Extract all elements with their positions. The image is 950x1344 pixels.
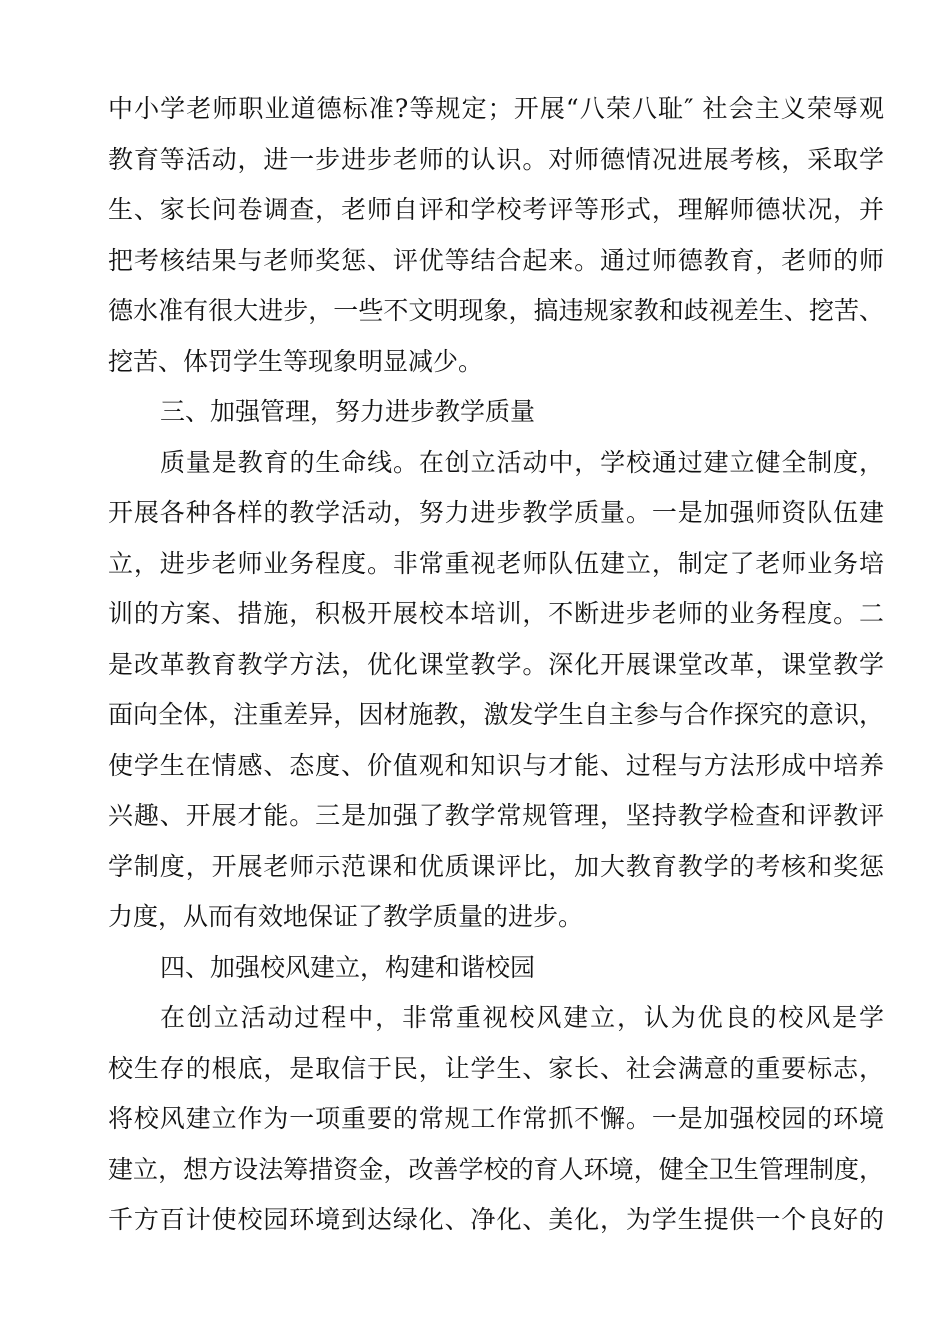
text-line: 德水准有很大进步，一些不文明现象，搞违规家教和歧视差生、挖苦、 [108, 296, 884, 325]
text-line: 四、加强校风建立，构建和谐校园 [160, 952, 536, 982]
text-line: 开展各种各样的教学活动，努力进步教学质量。一是加强师资队伍建 [108, 498, 884, 527]
text-line: 千方百计使校园环境到达绿化、净化、美化，为学生提供一个良好的 [108, 1205, 884, 1234]
text-line: 使学生在情感、态度、价值观和知识与才能、过程与方法形成中培养 [108, 750, 884, 780]
text-line: 立，进步老师业务程度。非常重视老师队伍建立，制定了老师业务培 [108, 548, 884, 578]
text-line: 兴趣、开展才能。三是加强了教学常规管理，坚持教学检查和评教评 [108, 801, 884, 830]
text-line: 中小学老师职业道德标准?等规定；开展“八荣八耻″ 社会主义荣辱观 [108, 94, 884, 123]
text-line: 学制度，开展老师示范课和优质课评比，加大教育教学的考核和奖惩 [108, 851, 884, 881]
text-line: 建立，想方设法筹措资金，改善学校的育人环境，健全卫生管理制度， [108, 1154, 884, 1184]
text-line: 教育等活动，进一步进步老师的认识。对师德情况进展考核，采取学 [108, 144, 884, 174]
text-line: 生、家长问卷调查，老师自评和学校考评等形式，理解师德状况，并 [108, 195, 884, 224]
text-line: 面向全体，注重差异，因材施教，激发学生自主参与合作探究的意识， [108, 700, 884, 729]
text-line: 在创立活动过程中，非常重视校风建立，认为优良的校风是学 [160, 1003, 884, 1032]
text-line: 挖苦、体罚学生等现象明显减少。 [108, 346, 484, 376]
text-line: 力度，从而有效地保证了教学质量的进步。 [108, 902, 584, 931]
text-line: 质量是教育的生命线。在创立活动中，学校通过建立健全制度， [160, 447, 884, 477]
document-body [108, 84, 884, 1246]
text-line: 是改革教育教学方法，优化课堂教学。深化开展课堂改革，课堂教学 [108, 649, 884, 679]
text-line: 把考核结果与老师奖惩、评优等结合起来。通过师德教育，老师的师 [108, 245, 884, 275]
text-line: 将校风建立作为一项重要的常规工作常抓不懈。一是加强校园的环境 [108, 1104, 884, 1133]
text-line: 训的方案、措施，积极开展校本培训，不断进步老师的业务程度。二 [108, 599, 884, 628]
text-line: 三、加强管理，努力进步教学质量 [160, 397, 536, 426]
text-line: 校生存的根底，是取信于民，让学生、家长、社会满意的重要标志， [108, 1053, 884, 1083]
